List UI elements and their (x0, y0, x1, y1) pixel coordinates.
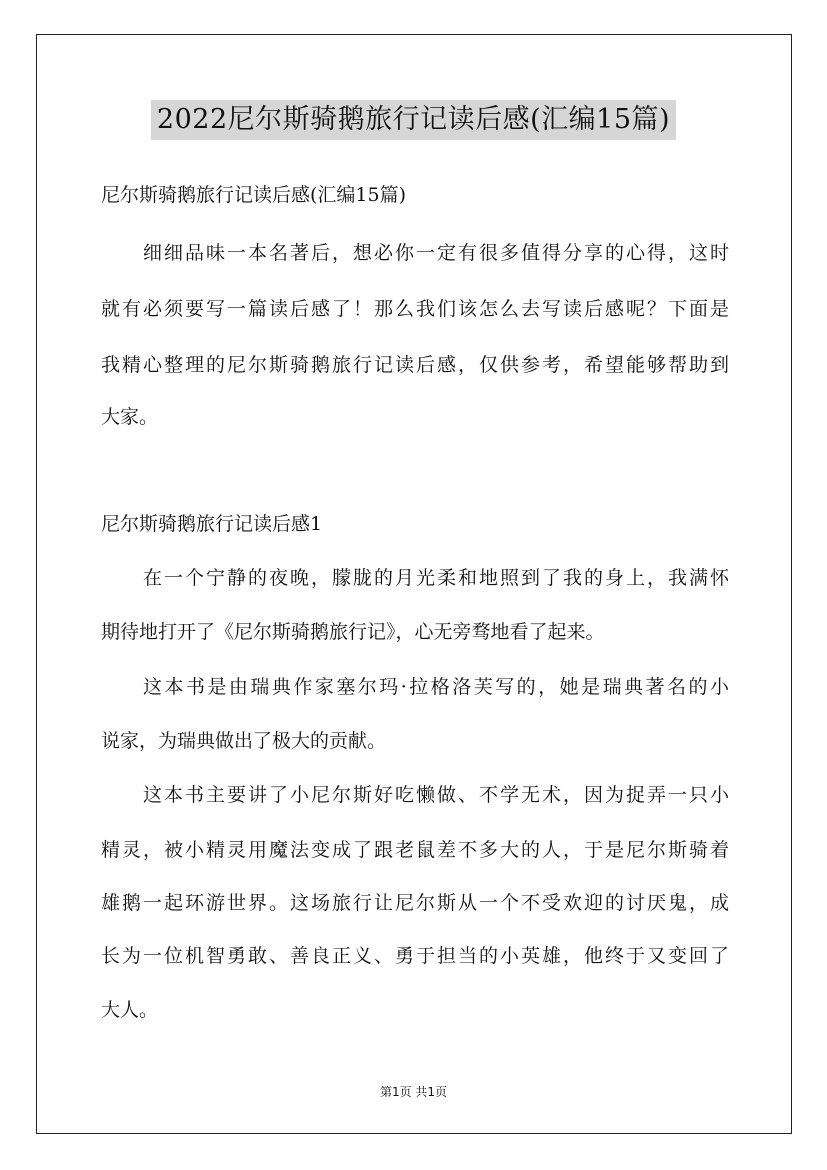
title-container (0, 100, 827, 140)
para3-line-5: 大人。 (101, 999, 159, 1021)
intro-line-2: 就有必须要写一篇读后感了！那么我们该怎么去写读后感呢？下面是 (101, 298, 729, 320)
page-footer: 第1页 共1页 (379, 1085, 448, 1099)
para3-line-2: 精灵，被小精灵用魔法变成了跟老鼠差不多大的人，于是尼尔斯骑着 (101, 839, 729, 861)
document-subtitle: 尼尔斯骑鹅旅行记读后感(汇编15篇) (101, 184, 407, 206)
para1-line-2: 期待地打开了《尼尔斯骑鹅旅行记》，心无旁骛地看了起来。 (101, 621, 605, 643)
para3-line-3: 雄鹅一起环游世界。这场旅行让尼尔斯从一个不受欢迎的讨厌鬼，成 (101, 892, 729, 914)
intro-line-1: 细细品味一本名著后，想必你一定有很多值得分享的心得，这时 (143, 242, 729, 264)
intro-line-4: 大家。 (101, 406, 159, 428)
para3-line-4: 长为一位机智勇敢、善良正义、勇于担当的小英雄，他终于又变回了 (101, 945, 729, 967)
para3-line-1: 这本书主要讲了小尼尔斯好吃懒做、不学无术，因为捉弄一只小 (143, 784, 729, 806)
para1-line-1: 在一个宁静的夜晚，朦胧的月光柔和地照到了我的身上，我满怀 (143, 567, 729, 589)
para2-line-2: 说家，为瑞典做出了极大的贡献。 (101, 730, 387, 752)
section-heading: 尼尔斯骑鹅旅行记读后感1 (101, 513, 323, 535)
document-title: 2022尼尔斯骑鹅旅行记读后感(汇编15篇) (151, 100, 676, 140)
intro-line-3: 我精心整理的尼尔斯骑鹅旅行记读后感，仅供参考，希望能够帮助到 (101, 354, 729, 376)
para2-line-1: 这本书是由瑞典作家塞尔玛·拉格洛芙写的，她是瑞典著名的小 (143, 676, 729, 698)
